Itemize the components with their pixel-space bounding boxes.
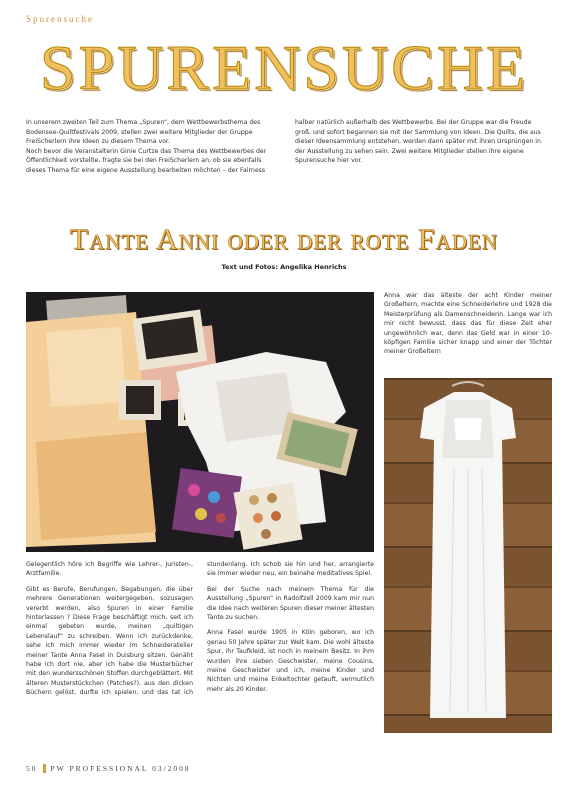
textiles-illustration: [26, 292, 374, 552]
body-paragraph-2: Gibt es Berufe, Berufungen, Begabungen, die über mehrere Generationen weitergegeben, sozusagen vererbt werden, also Spuren in einer Familie hinterlassen ? Diese Frage beschäftigt mich, seit ich einmal gebeten wurde, meinen „quiltigen Lebenslauf“ zu schreiben. Wenn ich zurückdenke, sehe ich mich immer wieder im Schneideratelier meiner Tante Anna Fasel in Duisburg sitzen. Genäht habe ich dort nie, aber ich habe die Musterbücher mit den wundersschönen Stoffen durchgeblättert. Mit älteren Musterstückchen (Patches?), aus den dicken Büchern gelöst, durfte ich spielen, und das tat ich stundenlang. Ich schob sie hin und her, arrangierte sie immer wieder neu, ein beinahe meditatives Spiel.: [26, 561, 374, 697]
article-body: [26, 560, 374, 699]
section-kicker: Spurensuche: [26, 14, 94, 24]
intro-paragraph-2: Noch bevor die Veranstalterin Ginie Curtze das Thema des Wettbewerbes der Öffentlichkeit vorstellte, fragte sie bei den FreiScherlern an, ob sie ebenfalls dieses Thema für eine eigene Ausstellung bearbeiten möchten – der Fairness halber natürlich außerhalb des Wettbewerbs. Bei der Gruppe war die Freude groß, und sofort begannen sie mit der Sammlung von Ideen. Die Quilts, die aus dieser Ideensammlung entstehen, werden dann später mit ihren Ursprüngen in der Ausstellung zu sehen sein. Zwei weitere Mitglieder stellen ihre eigene Spurensuche hier vor.: [26, 119, 541, 174]
intro-paragraph-1: In unserem zweiten Teil zum Thema „Spuren“, dem Wettbewerbsthema des Bodensee-Quiltfestivals 2009, stellen zwei weitere Mitglieder der Gruppe FreiScherlern ihre Ideen zu diesem Thema vor.: [26, 119, 261, 145]
gown-illustration: [384, 378, 552, 733]
page-title: SPURENSUCHE: [39, 32, 529, 103]
body-paragraph-1: Gelegentlich höre ich Begriffe wie Lehrer-, Juristen-, Arztfamilie.: [26, 561, 193, 578]
magazine-issue: PW PROFESSIONAL 03/2008: [50, 764, 191, 773]
article-title: Tante Anni oder der rote Faden: [69, 223, 499, 256]
body-paragraph-3: Bei der Suche nach meinem Thema für die Ausstellung „Spuren“ in Radolfzell 2009 kam mir nun die Idee nach weiteren Spuren dieser meiner ältesten Tante zu suchen.: [207, 585, 374, 622]
byline: Text und Fotos: Angelika Henrichs: [221, 263, 347, 271]
page-number: 50: [26, 764, 38, 773]
textiles-photo: [26, 292, 374, 552]
body-paragraph-4: Anna Fasel wurde 1905 in Köln geboren, wo ich genau 50 Jahre später zur Welt kam. Die wohl älteste Spur, ihr Taufkleid, ist noch in meinem Besitz. In ihm wurden ihre sieben Geschwister, meine Cousins, meine Geschwister und ich, meine Kinder und Nichten und meine Enkeltochter getauft, vermutlich mehr als 20 Kinder.: [207, 629, 374, 693]
article-right-column: Anna war das älteste der acht Kinder meiner Großeltern, machte eine Schneiderlehre und 1928 die Meisterprüfung als Damenschneiderin. Lange war ich mir nicht bewusst, dass das für diese Zeit eher ungewöhnlich war, denn das Geld war in einer 10-köpfigen Familie sicher knapp und einer der Töchter meiner Großeltern: [384, 292, 552, 356]
christening-gown-photo: [384, 378, 552, 733]
page-footer: [26, 764, 191, 773]
footer-divider: [43, 764, 46, 773]
intro-text: [26, 118, 544, 175]
